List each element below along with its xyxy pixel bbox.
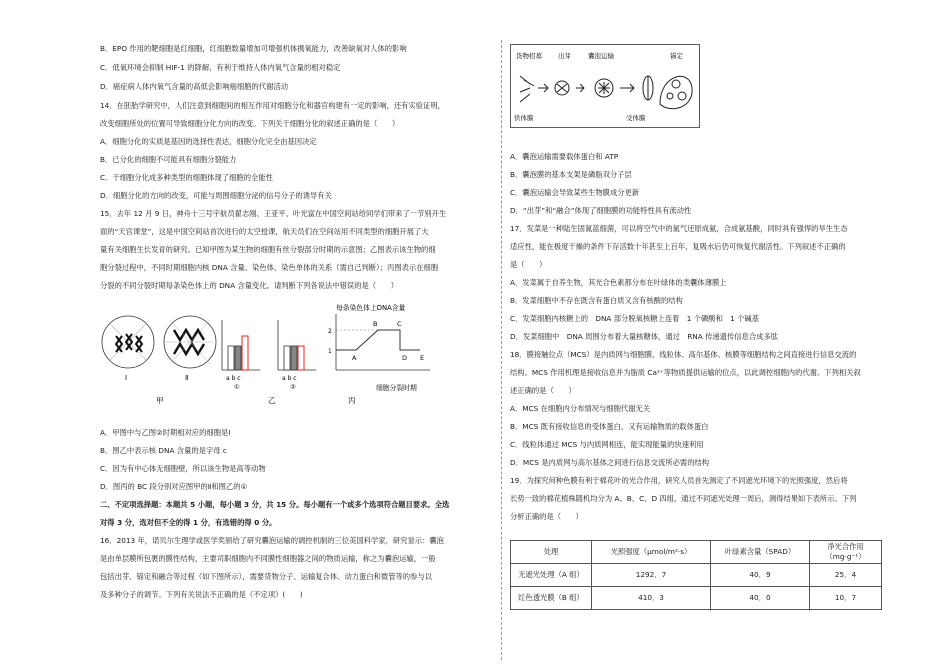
q15-option-a: A．甲图中与乙图②时期相对应的细胞是Ⅰ (100, 428, 231, 437)
bar-one-sublabels: a b c (226, 375, 241, 382)
bar-chart-one (222, 320, 260, 370)
stage-tethering: 锚定 (670, 52, 683, 60)
q15-stem-line1: 15．去年 12 月 9 日，神舟十三号宇航员翟志刚、王亚平、叶光富在中国空间站给同学们带来了一节别开生 (100, 209, 447, 218)
section-two-title-line2: 对得 3 分，选对但不全的得 1 分，有选错的得 0 分。 (100, 518, 277, 527)
q16-option-a: A．囊泡运输需要载体蛋白和 ATP (510, 152, 619, 161)
bing-xlabel: 细胞分裂时期 (376, 384, 417, 392)
table-cell: 40．9 (711, 564, 810, 587)
bing-point-b: B (373, 320, 378, 328)
table-cell: 25．4 (810, 564, 882, 587)
q18-option-c: C．线粒体通过 MCS 与内质网相连，能实现能量的快速利用 (510, 440, 704, 449)
q14-option-d: D．细胞分化的方向的改变，可能与周围细胞分泌的信号分子的诱导有关 (100, 191, 332, 200)
table-cell: 1292．7 (592, 564, 711, 587)
q16-stem-line4: 及多种分子的调节。下列有关说法不正确的是（不定项）( ) (100, 590, 303, 599)
q18-stem-line3: 述正确的是（ ） (510, 386, 576, 395)
q18-stem-line1: 18．膜接触位点（MCS）是内质网与细胞膜、线粒体、高尔基体、核膜等细胞结构之间直接进行信息交流的 (510, 350, 857, 359)
table-cell: 红色透光膜（B 组） (511, 587, 592, 610)
q16-stem-line1: 16．2013 年，诺贝尔生理学或医学奖颁给了研究囊泡运输的调控机制的三位美国科学家，研究显示：囊泡 (100, 536, 444, 545)
table-cell: 无遮光处理（A 组） (511, 564, 592, 587)
q18-option-b: B．MCS 既有接收信息的受体蛋白，又有运输物质的载体蛋白 (510, 422, 709, 431)
q13-option-c: C．低氧环境会抑制 HIF-1 的降解，有利于维持人体内氧气含量的相对稳定 (100, 63, 341, 72)
table-cell: 410．3 (592, 587, 711, 610)
bar-two-sublabels: a b c (282, 375, 297, 382)
cell-two-label: Ⅱ (185, 374, 189, 382)
vesicle-transport-figure (510, 44, 700, 128)
bar-two-number: ② (290, 383, 296, 391)
q14-stem-line2: 改变细胞所处的位置可导致细胞分化方向的改变。下列关于细胞分化的叙述正确的是（ ） (100, 119, 400, 128)
cell-one-diagram (102, 316, 154, 368)
q13-option-b: B．EPO 作用的靶细胞是红细胞，红细胞数量增加可增强机体携氧能力，改善缺氧对人体的影响 (100, 44, 407, 53)
bing-point-a: A (352, 354, 357, 362)
cell-one-label: Ⅰ (125, 374, 128, 382)
bing-tick-1: 1 (328, 348, 332, 355)
q17-option-d: D．发菜细胞中 DNA 周围分布着大量核糖体，通过 RNA 传递遗传信息合成多肽 (510, 332, 779, 341)
table-header-cell: 净光合作用（mg·g⁻¹） (810, 541, 882, 564)
table-row (511, 587, 882, 610)
q15-option-d: D．图丙的 BC 段分别对应图甲的Ⅱ和图乙的① (100, 482, 248, 491)
column-divider (501, 40, 502, 660)
bing-point-d: D (402, 354, 408, 362)
q16-stem-line2: 是由单层膜所包裹的膜性结构，主要司职细胞内不同膜性细胞器之间的物质运输，称之为囊泡运输，一般 (100, 554, 436, 563)
figure-jia-label: 甲 (156, 396, 164, 405)
donor-membrane-label: 供体膜 (514, 114, 534, 122)
table-header-cell: 处理 (511, 541, 592, 564)
bar-chart-two (278, 320, 316, 370)
q17-stem-line2: 适应性，能在极度干燥的条件下存活数十年甚至上百年，复吸水后仍可恢复代谢活性。下列叙述不正确的 (510, 242, 846, 251)
q19-stem-line1: 19．为探究何种色膜有利于棉花叶的光合作用，研究人员首先测定了不同遮光环境下的光照强度，然后将 (510, 476, 848, 485)
cell-two-diagram (164, 316, 216, 368)
table-cell: 40．0 (711, 587, 810, 610)
q16-stem-line3: 包括出芽、锚定和融合等过程（如下图所示），需要货物分子、运输复合体、动力蛋白和微管等的参与以 (100, 572, 433, 581)
stage-cargo-recruit: 货物招募 (516, 52, 542, 60)
q16-option-c: C．囊泡运输会导致某些生物膜成分更新 (510, 188, 640, 197)
q14-stem-line1: 14．在胚胎学研究中，人们注意到细胞间的相互作用对细胞分化和器官构建有一定的影响，还有实验证明， (100, 101, 445, 110)
q19-stem-line3: 分析正确的是（ ） (510, 512, 583, 521)
q13-option-d: D．癌症病人体内氧气含量的高低会影响癌细胞的代谢活动 (100, 82, 289, 91)
q14-option-b: B．已分化的细胞不可能具有细胞分裂能力 (100, 155, 237, 164)
table-header-cell: 叶绿素含量（SPAD） (711, 541, 810, 564)
figure-yi-label: 乙 (268, 396, 276, 405)
bing-tick-2: 2 (328, 328, 332, 335)
q17-option-a: A．发菜属于自养生物，其光合色素都分布在叶绿体的类囊体薄膜上 (510, 278, 727, 287)
bar-one-number: ① (234, 383, 240, 391)
section-two-title-line1: 二、不定项选择题：本题共 5 小题，每小题 3 分，共 15 分。每小题有一个或多个选项符合题目要求。全选 (100, 500, 450, 509)
table-header-cell: 光照强度（μmol/m²·s） (592, 541, 711, 564)
q15-stem-line4: 胞分裂过程中，不同时期细胞内核 DNA 含量、染色体、染色单体的关系（需自己判断）；丙图表示在细胞 (100, 263, 439, 272)
q18-option-a: A．MCS 在细胞内分布情况与细胞代谢无关 (510, 404, 651, 413)
q19-stem-line2: 长势一致的棉花植株随机均分为 A、B、C、D 四组，通过不同遮光处理一周后，测得结果如下表所示。下列 (510, 494, 857, 503)
q15-stem-line2: 面的“天宫课堂”，这是中国空间站首次进行的太空授课，航天员们在空间站用不同类型的细胞开展了大 (100, 227, 429, 236)
figure-bing-label: 丙 (348, 396, 356, 405)
q17-stem-line3: 是（ ） (510, 260, 547, 269)
q15-option-c: C．因为有中心体无细胞壁，所以该生物是高等动物 (100, 464, 266, 473)
q15-stem-line5: 分裂的不同分裂时期每条染色体上的 DNA 含量变化。请判断下列各说法中错误的是（ ） (100, 281, 398, 290)
q18-option-d: D．MCS 是内质网与高尔基体之间进行信息交流所必需的结构 (510, 458, 710, 467)
acceptor-membrane-label: 受体膜 (626, 114, 646, 122)
line-chart-bing (336, 314, 430, 370)
table-row (511, 564, 882, 587)
bing-title: 每条染色体上DNA含量 (336, 304, 406, 312)
q15-figure (100, 300, 495, 415)
q17-option-b: B．发菜细胞中不存在既含有蛋白质又含有核酸的结构 (510, 296, 683, 305)
q15-option-b: B．图乙中表示核 DNA 含量的是字母 c (100, 446, 227, 455)
q18-stem-line2: 结构。MCS 作用机理是接收信息并为脂质 Ca²⁺等物质提供运输的位点，以此调控细胞内的代谢。下列相关叙 (510, 368, 861, 377)
table-header-row (511, 541, 882, 564)
q16-option-b: B．囊泡膜的基本支架是磷脂双分子层 (510, 170, 632, 179)
bing-point-e: E (420, 354, 425, 362)
stage-budding: 出芽 (558, 52, 571, 60)
bing-point-c: C (397, 320, 402, 328)
q14-option-a: A．细胞分化的实质是基因的选择性表达，细胞分化完全由基因决定 (100, 137, 317, 146)
q19-data-table (510, 540, 882, 610)
q15-stem-line3: 量有关细胞生长发育的研究。已知甲图为某生物的细胞有丝分裂部分时期的示意图；乙图表示该生物的细 (100, 245, 436, 254)
q17-stem-line1: 17．发菜是一种陆生固氮蓝细菌，可以将空气中的氮气还原成氨，合成氨基酸，同时具有强悍的旱生生态 (510, 224, 848, 233)
q17-option-c: C．发菜细胞内核糖上的 DNA 部分脱氧核糖上连着 1 个磷酸和 1 个碱基 (510, 314, 760, 323)
table-cell: 10．7 (810, 587, 882, 610)
q16-option-d: D．“出芽”和“融合”体现了细胞膜的功能特性具有流动性 (510, 206, 692, 215)
stage-vesicle-transport: 囊泡运输 (588, 52, 614, 60)
q14-option-c: C．干细胞分化成多种类型的细胞体现了细胞的全能性 (100, 173, 273, 182)
